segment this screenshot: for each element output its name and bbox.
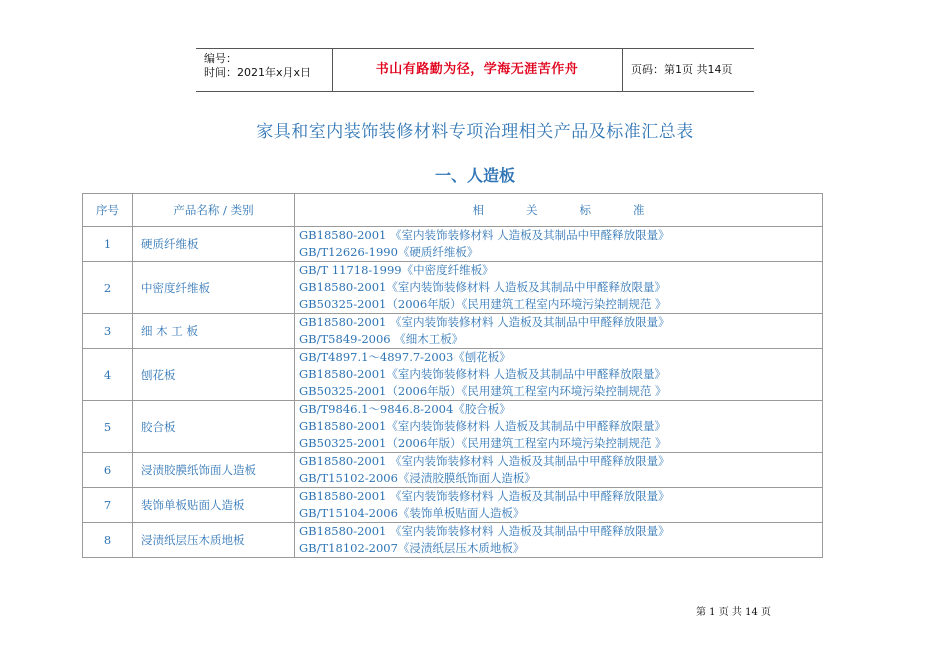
standards-table [82, 193, 823, 558]
row-standards [295, 401, 823, 453]
row-product-name: 浸渍纸层压木质地板 [133, 523, 295, 558]
table-row [83, 227, 823, 262]
standard-entry: GB/T5849-2006 《细木工板》 [299, 332, 464, 346]
standard-entry: GB/T18102-2007《浸渍纸层压木质地板》 [299, 541, 525, 555]
row-product-name: 装饰单板贴面人造板 [133, 488, 295, 523]
table-row [83, 349, 823, 401]
header-divider [622, 49, 623, 91]
table-row [83, 401, 823, 453]
row-standards [295, 262, 823, 314]
row-standards [295, 227, 823, 262]
standard-entry: GB18580-2001 《室内装饰装修材料 人造板及其制品中甲醛释放限量》 [299, 489, 670, 503]
row-standards [295, 453, 823, 488]
row-serial: 7 [83, 488, 133, 523]
page-header [196, 48, 754, 92]
standard-entry: GB/T 11718-1999《中密度纤维板》 [299, 263, 494, 277]
standard-entry: GB18580-2001《室内装饰装修材料 人造板及其制品中甲醛释放限量》 [299, 367, 667, 381]
standard-entry: GB18580-2001 《室内装饰装修材料 人造板及其制品中甲醛释放限量》 [299, 228, 670, 242]
row-standards [295, 488, 823, 523]
row-product-name: 刨花板 [133, 349, 295, 401]
table-row [83, 453, 823, 488]
header-serial: 序号 [83, 194, 133, 227]
row-product-name: 胶合板 [133, 401, 295, 453]
row-serial: 1 [83, 227, 133, 262]
row-serial: 6 [83, 453, 133, 488]
document-title: 家具和室内装饰装修材料专项治理相关产品及标准汇总表 [256, 122, 694, 142]
standard-entry: GB/T15102-2006《浸渍胶膜纸饰面人造板》 [299, 471, 536, 485]
row-product-name: 硬质纤维板 [133, 227, 295, 262]
standard-entry: GB/T9846.1～9846.8-2004《胶合板》 [299, 402, 511, 416]
row-serial: 2 [83, 262, 133, 314]
row-serial: 3 [83, 314, 133, 349]
header-meta [204, 52, 311, 80]
standard-entry: GB18580-2001 《室内装饰装修材料 人造板及其制品中甲醛释放限量》 [299, 524, 670, 538]
row-standards [295, 349, 823, 401]
standard-entry: GB/T4897.1～4897.7-2003《刨花板》 [299, 350, 511, 364]
row-serial: 8 [83, 523, 133, 558]
row-product-name: 细 木 工 板 [133, 314, 295, 349]
section-title: 一、人造板 [434, 166, 515, 185]
header-motto: 书山有路勤为径，学海无涯苦作舟 [375, 62, 579, 77]
standard-entry: GB18580-2001《室内装饰装修材料 人造板及其制品中甲醛释放限量》 [299, 280, 667, 294]
row-serial: 4 [83, 349, 133, 401]
table-row [83, 488, 823, 523]
table-body [83, 227, 823, 558]
standard-entry: GB18580-2001 《室内装饰装修材料 人造板及其制品中甲醛释放限量》 [299, 315, 670, 329]
standard-entry: GB50325-2001（2006年版）《民用建筑工程室内环境污染控制规范 》 [299, 384, 667, 398]
row-serial: 5 [83, 401, 133, 453]
row-product-name: 中密度纤维板 [133, 262, 295, 314]
header-standards: 相关标准 [295, 194, 823, 227]
standard-entry: GB18580-2001《室内装饰装修材料 人造板及其制品中甲醛释放限量》 [299, 419, 667, 433]
standard-entry: GB50325-2001（2006年版）《民用建筑工程室内环境污染控制规范 》 [299, 436, 667, 450]
table-row [83, 262, 823, 314]
standard-entry: GB/T12626-1990《硬质纤维板》 [299, 245, 479, 259]
row-standards [295, 314, 823, 349]
table-row [83, 523, 823, 558]
header-product-name: 产品名称 / 类别 [133, 194, 295, 227]
table-header-row [83, 194, 823, 227]
document-number-label: 编号： [204, 52, 237, 65]
header-page-info: 页码：第1页 共14页 [631, 63, 733, 76]
row-standards [295, 523, 823, 558]
row-product-name: 浸渍胶膜纸饰面人造板 [133, 453, 295, 488]
standard-entry: GB50325-2001（2006年版）《民用建筑工程室内环境污染控制规范 》 [299, 297, 667, 311]
standard-entry: GB18580-2001 《室内装饰装修材料 人造板及其制品中甲醛释放限量》 [299, 454, 670, 468]
document-date: 时间：2021年x月x日 [204, 66, 312, 79]
table-row [83, 314, 823, 349]
standard-entry: GB/T15104-2006《装饰单板贴面人造板》 [299, 506, 525, 520]
page-footer: 第 1 页 共 14 页 [696, 607, 771, 618]
